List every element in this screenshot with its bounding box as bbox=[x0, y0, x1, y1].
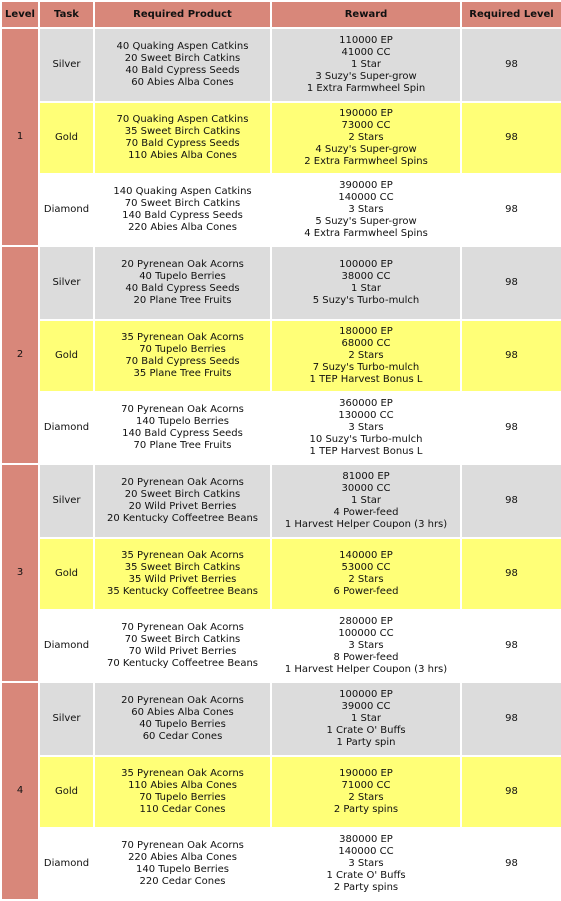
product-line: 140 Bald Cypress Seeds bbox=[122, 210, 243, 221]
product-line: 35 Pyrenean Oak Acorns bbox=[121, 550, 244, 561]
task-cell: Silver bbox=[40, 465, 93, 537]
task-cell: Gold bbox=[40, 757, 93, 827]
level-cell: 2 bbox=[2, 247, 38, 463]
product-line: 70 Sweet Birch Catkins bbox=[124, 198, 241, 209]
reward-cell bbox=[272, 321, 460, 391]
reward-line: 2 Party spins bbox=[333, 882, 399, 893]
reward-line: 2 Party spins bbox=[333, 804, 399, 815]
reward-line: 110000 EP bbox=[339, 35, 393, 46]
product-line: 220 Abies Alba Cones bbox=[128, 852, 237, 863]
product-line: 20 Pyrenean Oak Acorns bbox=[121, 477, 244, 488]
reward-line: 3 Stars bbox=[348, 858, 384, 869]
reward-line: 2 Stars bbox=[348, 132, 384, 143]
product-line: 70 Sweet Birch Catkins bbox=[124, 634, 241, 645]
product-line: 20 Pyrenean Oak Acorns bbox=[121, 259, 244, 270]
reward-line: 3 Stars bbox=[348, 640, 384, 651]
required-level-cell: 98 bbox=[462, 393, 561, 463]
reward-line: 38000 CC bbox=[341, 271, 391, 282]
reward-cell bbox=[272, 29, 460, 101]
header-required-level: Required Level bbox=[462, 2, 561, 27]
reward-cell bbox=[272, 175, 460, 245]
reward-line: 140000 EP bbox=[339, 550, 393, 561]
required-product-cell bbox=[95, 829, 270, 899]
reward-cell bbox=[272, 829, 460, 899]
reward-line: 1 Star bbox=[350, 495, 382, 506]
reward-line: 2 Stars bbox=[348, 792, 384, 803]
reward-line: 73000 CC bbox=[341, 120, 391, 131]
product-line: 20 Sweet Birch Catkins bbox=[124, 489, 241, 500]
reward-line: 4 Extra Farmwheel Spins bbox=[304, 228, 428, 239]
level-cell: 4 bbox=[2, 683, 38, 899]
reward-line: 1 Extra Farmwheel Spin bbox=[306, 83, 426, 94]
reward-line: 180000 EP bbox=[339, 326, 393, 337]
level-cell: 1 bbox=[2, 29, 38, 245]
task-cell: Gold bbox=[40, 321, 93, 391]
product-line: 70 Pyrenean Oak Acorns bbox=[121, 404, 244, 415]
task-cell: Diamond bbox=[40, 829, 93, 899]
header-row bbox=[2, 2, 561, 27]
required-level-cell: 98 bbox=[462, 321, 561, 391]
reward-line: 3 Suzy's Super-grow bbox=[315, 71, 417, 82]
required-product-cell bbox=[95, 321, 270, 391]
table-row bbox=[2, 175, 561, 245]
header-required-product: Required Product bbox=[95, 2, 270, 27]
product-line: 70 Bald Cypress Seeds bbox=[125, 356, 240, 367]
reward-line: 190000 EP bbox=[339, 768, 393, 779]
reward-line: 4 Suzy's Super-grow bbox=[315, 144, 417, 155]
reward-line: 100000 EP bbox=[339, 689, 393, 700]
product-line: 20 Pyrenean Oak Acorns bbox=[121, 695, 244, 706]
reward-line: 1 Harvest Helper Coupon (3 hrs) bbox=[284, 519, 448, 530]
required-product-cell bbox=[95, 393, 270, 463]
table-body bbox=[2, 29, 561, 899]
product-line: 40 Tupelo Berries bbox=[139, 719, 226, 730]
header-task: Task bbox=[40, 2, 93, 27]
product-line: 70 Tupelo Berries bbox=[139, 792, 226, 803]
product-line: 110 Abies Alba Cones bbox=[128, 780, 237, 791]
reward-line: 1 Harvest Helper Coupon (3 hrs) bbox=[284, 664, 448, 675]
required-product-cell bbox=[95, 247, 270, 319]
required-level-cell: 98 bbox=[462, 465, 561, 537]
reward-line: 6 Power-feed bbox=[333, 586, 399, 597]
header-reward: Reward bbox=[272, 2, 460, 27]
product-line: 70 Wild Privet Berries bbox=[128, 646, 237, 657]
task-cell: Silver bbox=[40, 29, 93, 101]
product-line: 20 Plane Tree Fruits bbox=[133, 295, 232, 306]
product-line: 20 Kentucky Coffeetree Beans bbox=[106, 513, 259, 524]
table-row bbox=[2, 539, 561, 609]
reward-line: 3 Stars bbox=[348, 204, 384, 215]
reward-line: 390000 EP bbox=[339, 180, 393, 191]
reward-cell bbox=[272, 247, 460, 319]
product-line: 70 Pyrenean Oak Acorns bbox=[121, 622, 244, 633]
reward-line: 1 Star bbox=[350, 59, 382, 70]
required-level-cell: 98 bbox=[462, 611, 561, 681]
required-level-cell: 98 bbox=[462, 103, 561, 173]
product-line: 220 Cedar Cones bbox=[139, 876, 226, 887]
table-row bbox=[2, 611, 561, 681]
product-line: 60 Cedar Cones bbox=[142, 731, 223, 742]
product-line: 35 Plane Tree Fruits bbox=[133, 368, 232, 379]
required-product-cell bbox=[95, 175, 270, 245]
required-level-cell: 98 bbox=[462, 757, 561, 827]
product-line: 110 Abies Alba Cones bbox=[128, 150, 237, 161]
table-row bbox=[2, 465, 561, 537]
table-row bbox=[2, 103, 561, 173]
required-product-cell bbox=[95, 757, 270, 827]
table-row bbox=[2, 247, 561, 319]
reward-line: 1 Crate O' Buffs bbox=[326, 725, 406, 736]
product-line: 40 Bald Cypress Seeds bbox=[125, 283, 240, 294]
product-line: 60 Abies Alba Cones bbox=[131, 707, 234, 718]
level-cell: 3 bbox=[2, 465, 38, 681]
required-level-cell: 98 bbox=[462, 829, 561, 899]
reward-line: 1 TEP Harvest Bonus L bbox=[309, 374, 423, 385]
product-line: 70 Plane Tree Fruits bbox=[133, 440, 232, 451]
task-cell: Silver bbox=[40, 683, 93, 755]
reward-line: 68000 CC bbox=[341, 338, 391, 349]
product-line: 70 Pyrenean Oak Acorns bbox=[121, 840, 244, 851]
product-line: 140 Bald Cypress Seeds bbox=[122, 428, 243, 439]
reward-line: 130000 CC bbox=[338, 410, 394, 421]
reward-cell bbox=[272, 683, 460, 755]
table-row bbox=[2, 829, 561, 899]
reward-line: 360000 EP bbox=[339, 398, 393, 409]
product-line: 40 Quaking Aspen Catkins bbox=[116, 41, 249, 52]
reward-line: 1 TEP Harvest Bonus L bbox=[309, 446, 423, 457]
reward-cell bbox=[272, 393, 460, 463]
reward-line: 41000 CC bbox=[341, 47, 391, 58]
reward-line: 53000 CC bbox=[341, 562, 391, 573]
product-line: 35 Sweet Birch Catkins bbox=[124, 562, 241, 573]
required-level-cell: 98 bbox=[462, 175, 561, 245]
task-cell: Silver bbox=[40, 247, 93, 319]
table-row bbox=[2, 321, 561, 391]
product-line: 140 Tupelo Berries bbox=[136, 416, 229, 427]
task-cell: Gold bbox=[40, 539, 93, 609]
reward-line: 1 Party spin bbox=[336, 737, 396, 748]
reward-line: 140000 CC bbox=[338, 192, 394, 203]
required-level-cell: 98 bbox=[462, 683, 561, 755]
reward-line: 2 Stars bbox=[348, 574, 384, 585]
required-level-cell: 98 bbox=[462, 539, 561, 609]
reward-line: 1 Star bbox=[350, 713, 382, 724]
required-level-cell: 98 bbox=[462, 29, 561, 101]
product-line: 70 Kentucky Coffeetree Beans bbox=[106, 658, 259, 669]
product-line: 140 Quaking Aspen Catkins bbox=[113, 186, 252, 197]
product-line: 20 Sweet Birch Catkins bbox=[124, 53, 241, 64]
required-product-cell bbox=[95, 611, 270, 681]
reward-line: 30000 CC bbox=[341, 483, 391, 494]
table-row bbox=[2, 29, 561, 101]
product-line: 220 Abies Alba Cones bbox=[128, 222, 237, 233]
reward-line: 4 Power-feed bbox=[333, 507, 399, 518]
reward-line: 1 Crate O' Buffs bbox=[326, 870, 406, 881]
reward-line: 10 Suzy's Turbo-mulch bbox=[309, 434, 423, 445]
reward-cell bbox=[272, 757, 460, 827]
task-cell: Diamond bbox=[40, 393, 93, 463]
required-product-cell bbox=[95, 29, 270, 101]
task-cell: Gold bbox=[40, 103, 93, 173]
reward-line: 5 Suzy's Super-grow bbox=[315, 216, 417, 227]
product-line: 35 Sweet Birch Catkins bbox=[124, 126, 241, 137]
product-line: 70 Bald Cypress Seeds bbox=[125, 138, 240, 149]
product-line: 35 Pyrenean Oak Acorns bbox=[121, 768, 244, 779]
product-line: 140 Tupelo Berries bbox=[136, 864, 229, 875]
required-product-cell bbox=[95, 683, 270, 755]
reward-line: 100000 CC bbox=[338, 628, 394, 639]
required-product-cell bbox=[95, 103, 270, 173]
product-line: 70 Tupelo Berries bbox=[139, 344, 226, 355]
header-level: Level bbox=[2, 2, 38, 27]
table-row bbox=[2, 683, 561, 755]
task-cell: Diamond bbox=[40, 175, 93, 245]
reward-line: 81000 EP bbox=[342, 471, 390, 482]
reward-line: 8 Power-feed bbox=[333, 652, 399, 663]
product-line: 40 Bald Cypress Seeds bbox=[125, 65, 240, 76]
reward-line: 190000 EP bbox=[339, 108, 393, 119]
task-cell: Diamond bbox=[40, 611, 93, 681]
product-line: 35 Wild Privet Berries bbox=[128, 574, 237, 585]
table-row bbox=[2, 757, 561, 827]
reward-line: 2 Extra Farmwheel Spins bbox=[304, 156, 428, 167]
reward-line: 2 Stars bbox=[348, 350, 384, 361]
reward-line: 280000 EP bbox=[339, 616, 393, 627]
required-product-cell bbox=[95, 465, 270, 537]
product-line: 70 Quaking Aspen Catkins bbox=[116, 114, 249, 125]
product-line: 110 Cedar Cones bbox=[139, 804, 226, 815]
reward-line: 5 Suzy's Turbo-mulch bbox=[312, 295, 420, 306]
table-row bbox=[2, 393, 561, 463]
reward-line: 7 Suzy's Turbo-mulch bbox=[312, 362, 420, 373]
reward-line: 140000 CC bbox=[338, 846, 394, 857]
reward-cell bbox=[272, 103, 460, 173]
reward-line: 3 Stars bbox=[348, 422, 384, 433]
required-level-cell: 98 bbox=[462, 247, 561, 319]
reward-line: 100000 EP bbox=[339, 259, 393, 270]
reward-line: 1 Star bbox=[350, 283, 382, 294]
reward-cell bbox=[272, 465, 460, 537]
reward-line: 71000 CC bbox=[341, 780, 391, 791]
product-line: 20 Wild Privet Berries bbox=[128, 501, 237, 512]
product-line: 40 Tupelo Berries bbox=[139, 271, 226, 282]
reward-cell bbox=[272, 611, 460, 681]
product-line: 35 Kentucky Coffeetree Beans bbox=[106, 586, 259, 597]
reward-line: 39000 CC bbox=[341, 701, 391, 712]
reward-line: 380000 EP bbox=[339, 834, 393, 845]
reward-cell bbox=[272, 539, 460, 609]
required-product-cell bbox=[95, 539, 270, 609]
product-line: 35 Pyrenean Oak Acorns bbox=[121, 332, 244, 343]
product-line: 60 Abies Alba Cones bbox=[131, 77, 234, 88]
